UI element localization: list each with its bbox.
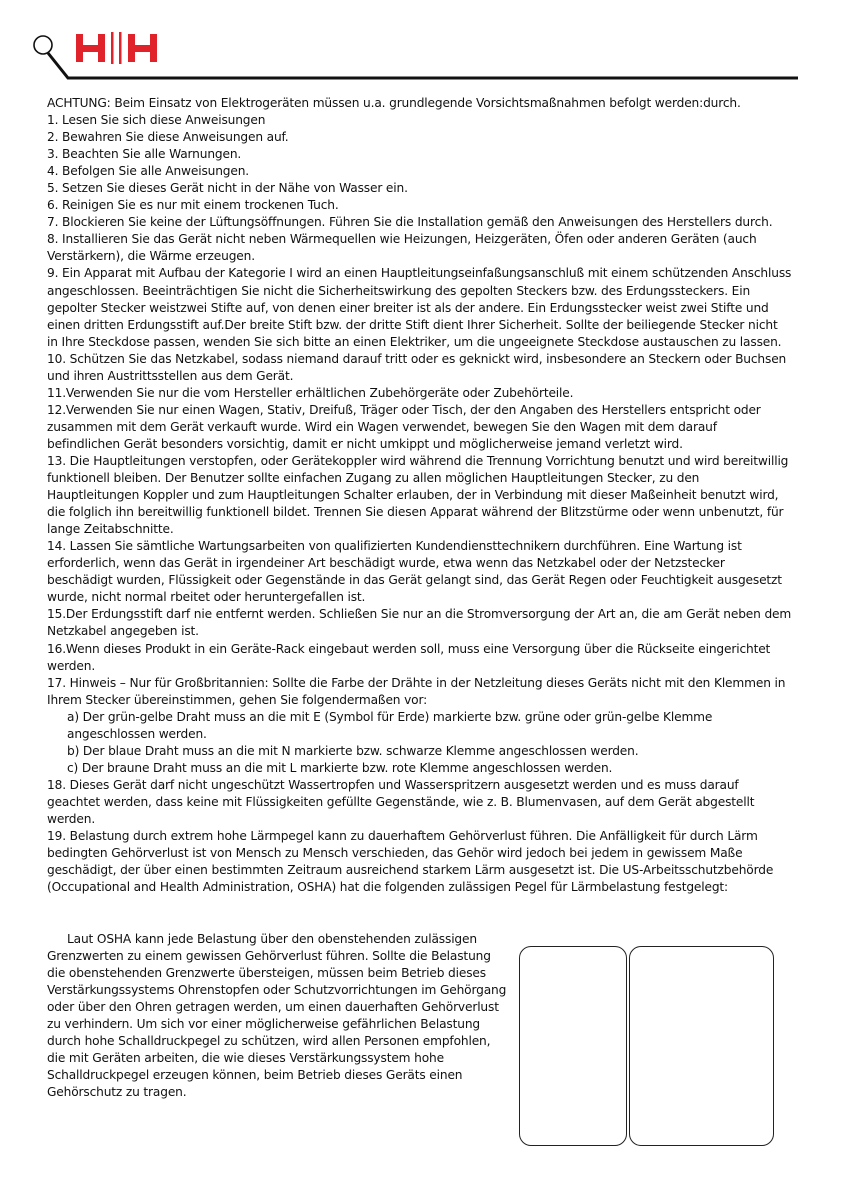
warning-intro: ACHTUNG: Beim Einsatz von Elektrogeräten müssen u.a. grundlegende Vorsichtsmaßnahmen befolgt werden:durch. [47, 96, 741, 110]
instruction-17: 17. Hinweis – Nur für Großbritannien: Sollte die Farbe der Drähte in der Netzleitung dieses Geräts nicht mit den Klemmen in Ihrem Stecker übereinstimmen, gehen Sie folgendermaßen vor: [47, 675, 786, 707]
instruction-15: 15.Der Erdungsstift darf nie entfernt werden. Schließen Sie nur an die Stromversorgung der Art an, die am Gerät neben dem Netzkabel angegeben ist. [47, 607, 792, 639]
safety-instructions [47, 95, 792, 896]
instruction-17c: c) Der braune Draht muss an die mit L markierte bzw. rote Klemme angeschlossen werden. [67, 760, 613, 775]
instruction-9: 9. Ein Apparat mit Aufbau der Kategorie I wird an einen Hauptleitungseinfaßungsanschluß mit einem schützenden Anschluss angeschlossen. Beeinträchtigen Sie nicht die Sicherheitswirkung des gepolten Steckers bzw. des Erdungssteckers. Ein gepolter Stecker weistzwei Stifte auf, von denen einer breiter ist als der andere. Ein Erdungsstecker weist zwei Stifte und einen dritten Erdungsstift auf.Der breite Stift bzw. der dritte Stift dient Ihrer Sicherheit. Sollte der beiliegende Stecker nicht in Ihre Steckdose passen, wenden Sie sich bitte an einen Elektriker, um die ungeeignete Steckdose austauschen zu lassen. [47, 266, 792, 349]
hh-logo [76, 32, 160, 64]
osha-table-right-column [629, 946, 774, 1146]
instruction-19: 19. Belastung durch extrem hohe Lärmpegel kann zu dauerhaftem Gehörverlust führen. Die Anfälligkeit für durch Lärm bedingten Gehörverlust ist von Mensch zu Mensch verschieden, das Gehör wird jedoch bei jedem in gewissem Maße geschädigt, der über einen bestimmten Zeitraum ausreichend starkem Lärm ausgesetzt ist. Die US-Arbeitsschutzbehörde (Occupational and Health Administration, OSHA) hat die folgenden zulässigen Pegel für Lärmbelastung festgelegt: [47, 829, 774, 895]
instruction-18: 18. Dieses Gerät darf nicht ungeschützt Wassertropfen und Wasserspritzern ausgesetzt werden und es muss darauf geachtet werden, dass keine mit Flüssigkeiten gefüllte Gegenstände, wie z. B. Blumenvasen, auf dem Gerät abgestellt werden. [47, 777, 755, 826]
instruction-8: 8. Installieren Sie das Gerät nicht neben Wärmequellen wie Heizungen, Heizgeräten, Öfen oder anderen Geräten (auch Verstärkern), die Wärme erzeugen. [47, 232, 757, 264]
instruction-7: 7. Blockieren Sie keine der Lüftungsöffnungen. Führen Sie die Installation gemäß den Anweisungen des Herstellers durch. [47, 215, 773, 230]
instruction-12: 12.Verwenden Sie nur einen Wagen, Stativ, Dreifuß, Träger oder Tisch, der den Angaben des Herstellers entspricht oder zusammen mit dem Gerät verkauft wurde. Wird ein Wagen verwendet, bewegen Sie den Wagen mit dem darauf befindlichen Gerät besonders vorsichtig, damit er nicht umkippt und möglicherweise jemand verletzt wird. [47, 402, 761, 451]
instruction-2: 2. Bewahren Sie diese Anweisungen auf. [47, 130, 289, 145]
osha-paragraph: Laut OSHA kann jede Belastung über den obenstehenden zulässigen Grenzwerten zu einem gewissen Gehörverlust führen. Sollte die Belastung die obenstehenden Grenzwerte übersteigen, müssen beim Betrieb dieses Verstärkungssystems Ohrenstopfen oder Schutzvorrichtungen im Gehörgang oder über den Ohren getragen werden, um einen dauerhaften Gehörverlust zu verhindern. Um sich vor einer möglicherweise gefährlichen Belastung durch hohe Schalldruckpegel zu schützen, wird allen Personen empfohlen, die mit Geräten arbeiten, die wie dieses Verstärkungssystem hohe Schalldruckpegel erzeugen können, beim Betrieb dieses Geräts einen Gehörschutz zu tragen. [47, 932, 507, 1100]
instruction-16: 16.Wenn dieses Produkt in ein Geräte-Rack eingebaut werden soll, muss eine Versorgung über die Rückseite eingerichtet werden. [47, 641, 771, 673]
instruction-11: 11.Verwenden Sie nur die vom Hersteller erhältlichen Zubehörgeräte oder Zubehörteile. [47, 385, 574, 400]
instruction-17b: b) Der blaue Draht muss an die mit N markierte bzw. schwarze Klemme angeschlossen werden. [67, 743, 639, 758]
osha-note [47, 931, 507, 1101]
instruction-10: 10. Schützen Sie das Netzkabel, sodass niemand darauf tritt oder es geknickt wird, insbesondere an Steckern oder Buchsen und ihren Austrittsstellen aus dem Gerät. [47, 351, 787, 383]
instruction-3: 3. Beachten Sie alle Warnungen. [47, 147, 242, 162]
instruction-13: 13. Die Hauptleitungen verstopfen, oder Gerätekoppler wird während die Trennung Vorrichtung benutzt und wird bereitwillig funktionell bleiben. Der Benutzer sollte einfachen Zugang zu allen möglichen Hauptleitungen Stecker, zu den Hauptleitungen Koppler und zum Hauptleitungen Schalter erlauben, der in Verbindung mit dieser Maßeinheit benutzt wird, die folglich ihn bereitwillig funktionell bildet. Trennen Sie diesen Apparat während der Blitzstürme oder wenn unbenutzt, für lange Zeitabschnitte. [47, 453, 789, 537]
instruction-6: 6. Reinigen Sie es nur mit einem trockenen Tuch. [47, 198, 339, 213]
osha-table-left-column [519, 946, 627, 1146]
instruction-17a: a) Der grün-gelbe Draht muss an die mit E (Symbol für Erde) markierte bzw. grüne oder grün-gelbe Klemme angeschlossen werden. [67, 709, 713, 741]
instruction-5: 5. Setzen Sie dieses Gerät nicht in der Nähe von Wasser ein. [47, 181, 408, 196]
instruction-4: 4. Befolgen Sie alle Anweisungen. [47, 164, 250, 179]
instruction-1: 1. Lesen Sie sich diese Anweisungen [47, 113, 266, 128]
instruction-14: 14. Lassen Sie sämtliche Wartungsarbeiten von qualifizierten Kundendiensttechnikern durchführen. Eine Wartung ist erforderlich, wenn das Gerät in irgendeiner Art beschädigt wurde, etwa wenn das Netzkabel oder der Netzstecker beschädigt wurden, Flüssigkeit oder Gegenstände in das Gerät gelangt sind, das Gerät Regen oder Feuchtigkeit ausgesetzt wurde, nicht normal rbeitet oder heruntergefallen ist. [47, 539, 782, 605]
